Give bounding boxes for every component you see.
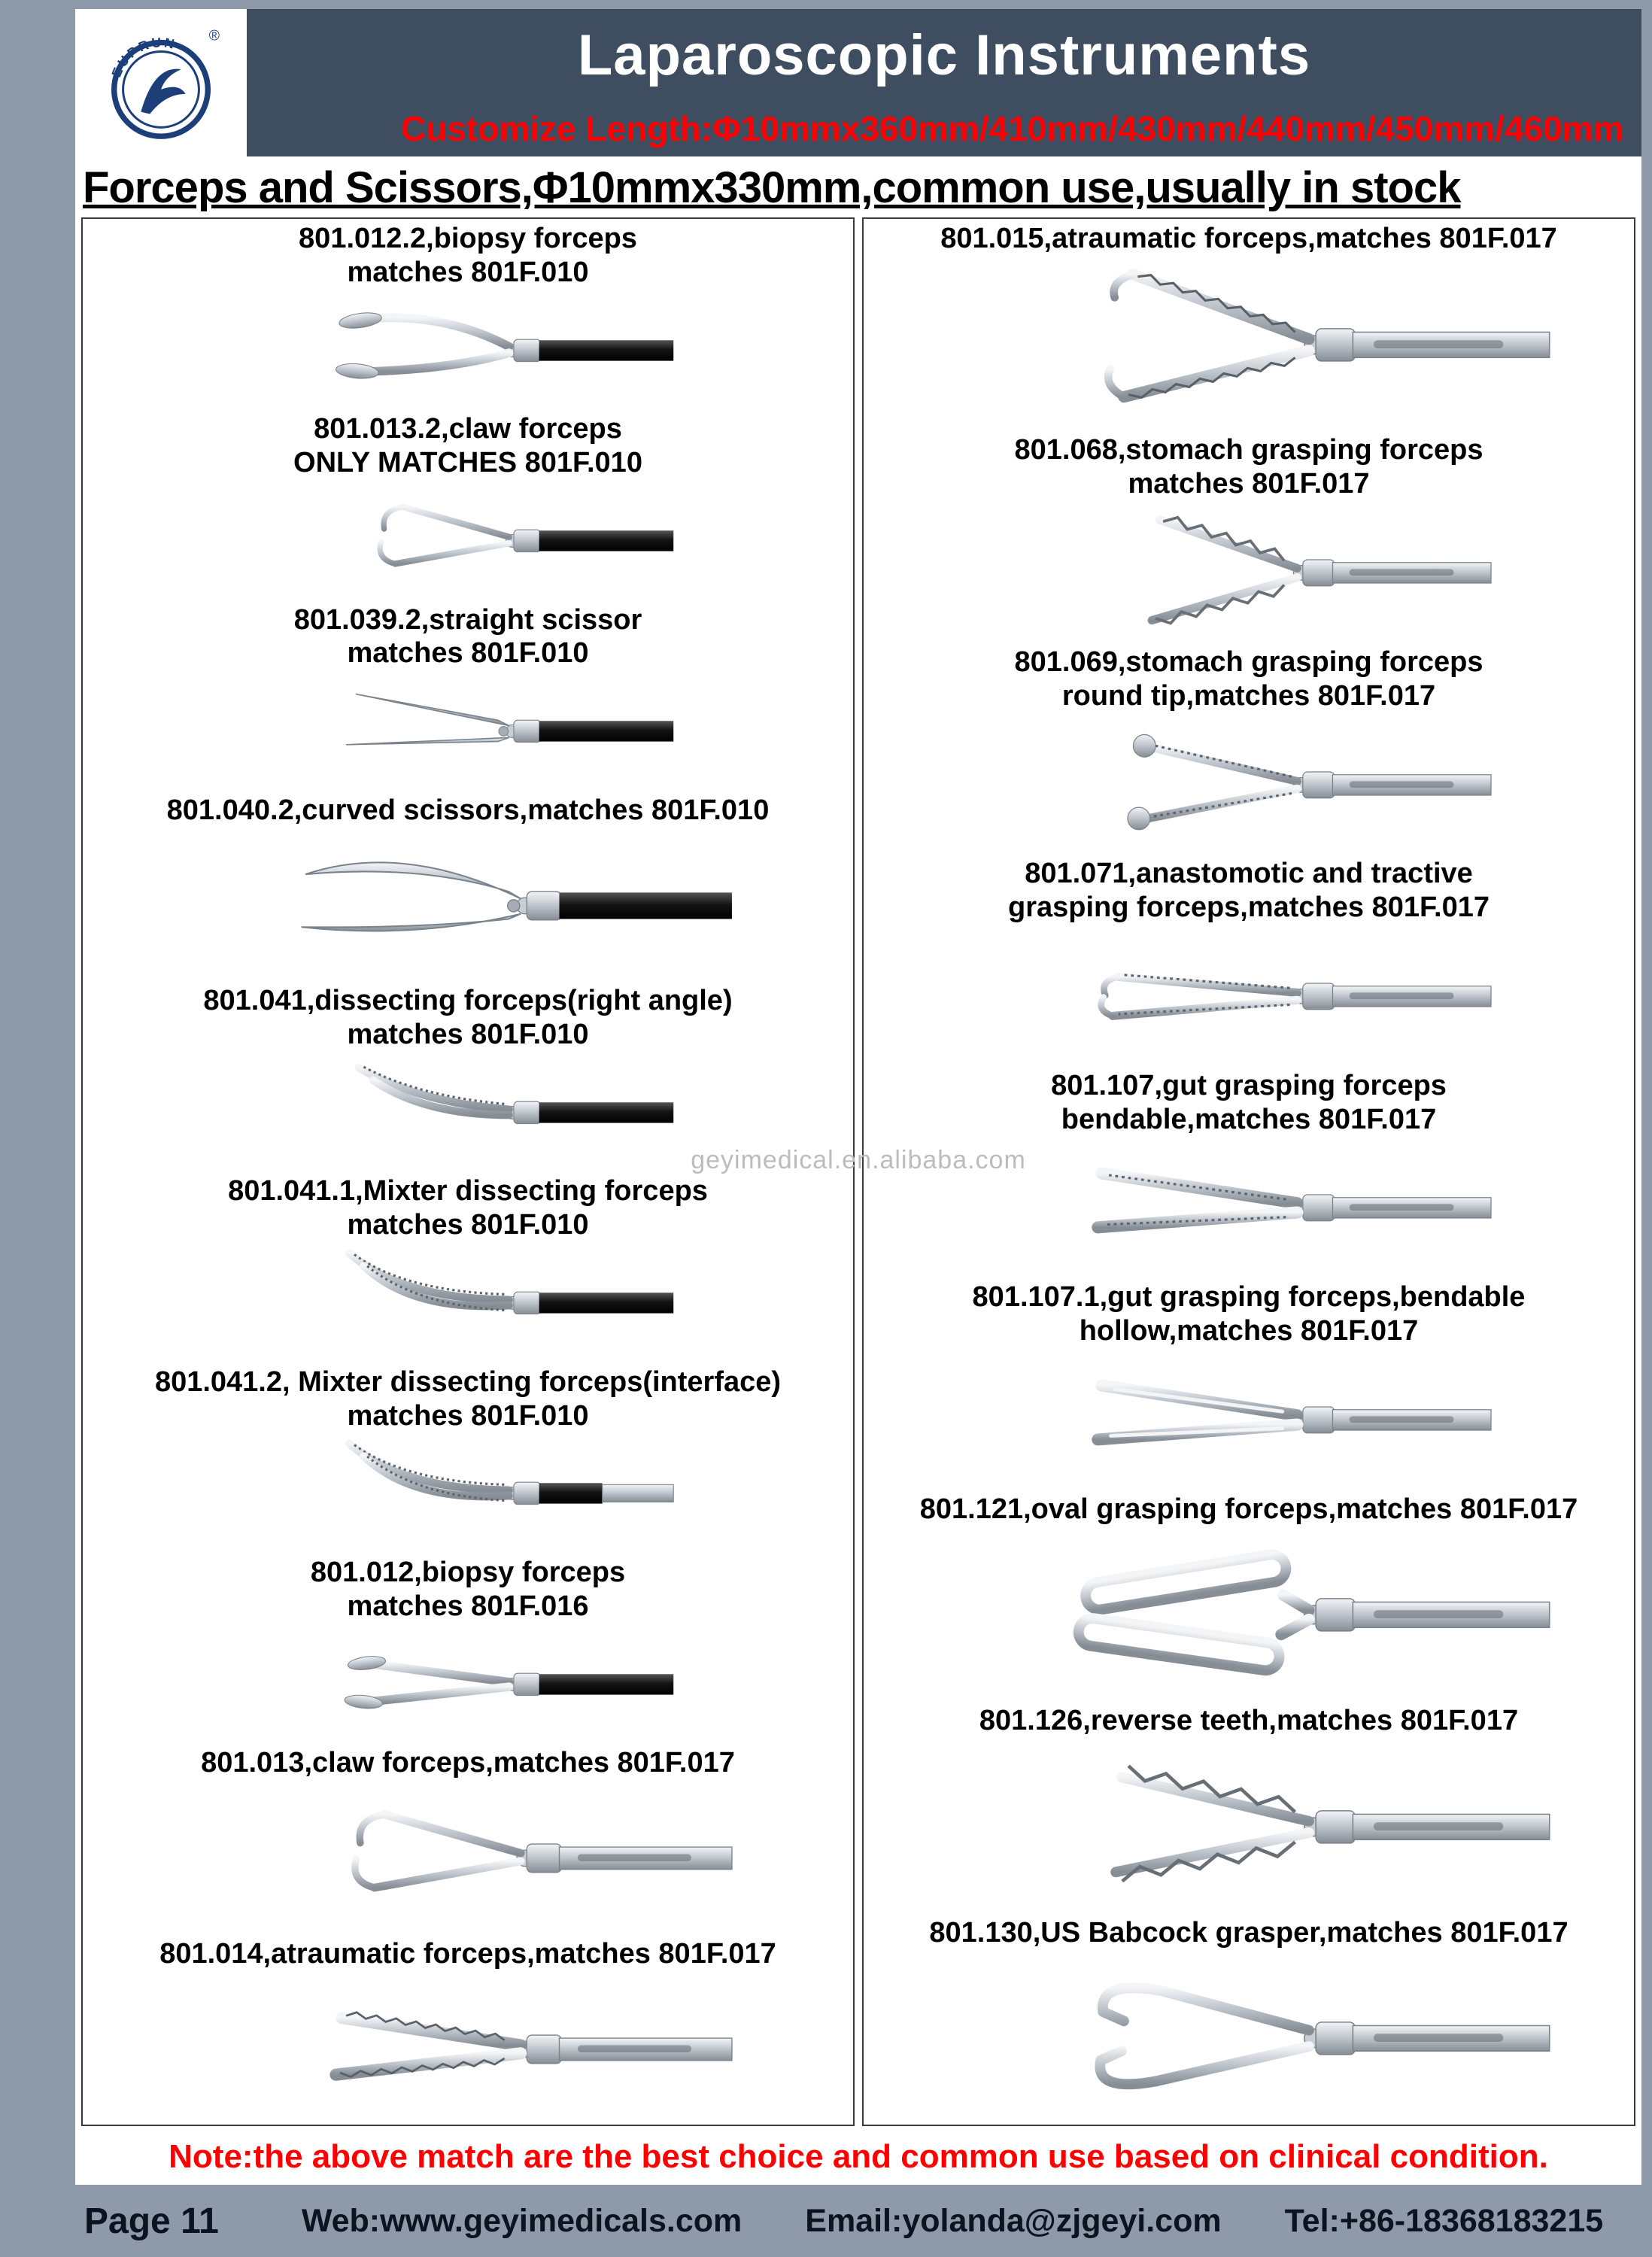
caption-line: matches 801F.010 xyxy=(347,637,589,670)
product-caption xyxy=(873,1069,1625,1137)
product-item xyxy=(864,1701,1634,1912)
product-image xyxy=(92,1624,844,1742)
product-item xyxy=(83,409,853,600)
product-caption xyxy=(873,1704,1625,1738)
product-caption xyxy=(92,1174,844,1242)
caption-line: 801.012,biopsy forceps xyxy=(310,1557,626,1589)
atraumatic-open-icon xyxy=(884,256,1614,430)
product-item xyxy=(864,430,1634,642)
product-item xyxy=(864,642,1634,854)
stomach-round-icon xyxy=(884,713,1614,853)
section-title: Forceps and Scissors,Φ10mmx330mm,common use,usually in stock xyxy=(83,163,1461,212)
logo xyxy=(75,9,247,156)
product-grid xyxy=(75,214,1641,2131)
caption-line: 801.107.1,gut grasping forceps,bendable xyxy=(972,1281,1526,1314)
footer-web: Web:www.geyimedicals.com xyxy=(301,2202,742,2239)
product-item xyxy=(83,1171,853,1362)
product-item xyxy=(83,791,853,981)
product-image xyxy=(873,1738,1625,1912)
product-caption xyxy=(873,1916,1625,1950)
customize-length-banner: Customize Length:Φ10mmx360mm/410mm/430mm/440mm/450mm/460mm xyxy=(401,109,1624,148)
caption-line: round tip,matches 801F.017 xyxy=(1061,679,1436,712)
product-caption xyxy=(92,1365,844,1433)
caption-line: 801.126,reverse teeth,matches 801F.017 xyxy=(979,1705,1519,1737)
claw-icon xyxy=(103,1780,833,1932)
biopsy-narrow-icon xyxy=(103,1624,833,1742)
caption-line: 801.012.2,biopsy forceps xyxy=(299,223,637,254)
product-image xyxy=(873,501,1625,641)
footer-email: Email:yolanda@zjgeyi.com xyxy=(805,2202,1222,2239)
product-image xyxy=(92,1432,844,1551)
caption-line: matches 801F.010 xyxy=(347,256,589,288)
product-caption xyxy=(873,1493,1625,1526)
header xyxy=(75,9,1641,156)
mixter-icon xyxy=(103,1242,833,1361)
product-image xyxy=(92,828,844,980)
catalog-page xyxy=(75,9,1641,2185)
product-caption xyxy=(873,433,1625,501)
caption-line: 801.107,gut grasping forceps xyxy=(1051,1069,1447,1101)
registered-mark: ® xyxy=(208,28,220,44)
euprun-logo-icon xyxy=(94,16,228,150)
caption-line: 801.071,anastomotic and tractive xyxy=(1025,858,1473,890)
header-main xyxy=(247,9,1641,156)
product-caption xyxy=(873,1280,1625,1348)
footer xyxy=(0,2185,1652,2257)
clinical-note: Note:the above match are the best choice and common use based on clinical condition. xyxy=(169,2138,1548,2175)
product-item xyxy=(83,1743,853,1933)
product-image xyxy=(92,1780,844,1932)
product-caption xyxy=(92,222,844,290)
caption-line: 801.068,stomach grasping forceps xyxy=(1014,434,1483,466)
product-image xyxy=(873,925,1625,1065)
product-caption xyxy=(92,1937,844,1971)
caption-line: 801.013.2,claw forceps xyxy=(314,413,622,445)
caption-line: matches 801F.010 xyxy=(347,1209,589,1241)
caption-line: 801.041.1,Mixter dissecting forceps xyxy=(228,1175,708,1207)
oval-icon xyxy=(884,1526,1614,1700)
stomach-teeth-icon xyxy=(884,501,1614,641)
anastomotic-icon xyxy=(884,925,1614,1065)
product-item xyxy=(83,1934,853,2125)
product-image xyxy=(92,1971,844,2123)
product-caption xyxy=(873,222,1625,256)
caption-line: 801.069,stomach grasping forceps xyxy=(1014,646,1483,678)
babcock-icon xyxy=(884,1949,1614,2123)
product-image xyxy=(92,480,844,599)
caption-line: 801.013,claw forceps,matches 801F.017 xyxy=(201,1747,735,1779)
product-image xyxy=(873,713,1625,853)
product-item xyxy=(864,1913,1634,2125)
page-title: Laparoscopic Instruments xyxy=(577,23,1311,87)
caption-line: 801.014,atraumatic forceps,matches 801F.017 xyxy=(159,1937,776,1970)
claw-icon xyxy=(103,480,833,599)
product-image xyxy=(92,1242,844,1361)
mixter-icon xyxy=(103,1432,833,1551)
product-item xyxy=(864,854,1634,1065)
caption-line: 801.015,atraumatic forceps,matches 801F.017 xyxy=(940,223,1557,254)
product-item xyxy=(83,600,853,791)
caption-line: 801.039.2,straight scissor xyxy=(293,603,642,636)
reverse-teeth-icon xyxy=(884,1738,1614,1912)
product-item xyxy=(864,219,1634,430)
product-image xyxy=(873,1348,1625,1488)
caption-line: matches 801F.010 xyxy=(347,1399,589,1432)
caption-line: matches 801F.017 xyxy=(1128,468,1370,500)
atraumatic-icon xyxy=(103,1971,833,2123)
product-caption xyxy=(873,646,1625,713)
product-item xyxy=(83,1553,853,1743)
product-caption xyxy=(92,1746,844,1780)
product-caption xyxy=(92,412,844,480)
product-caption xyxy=(92,984,844,1052)
caption-line: grasping forceps,matches 801F.017 xyxy=(1008,892,1490,924)
caption-line: 801.130,US Babcock grasper,matches 801F.017 xyxy=(929,1916,1568,1949)
product-image xyxy=(873,256,1625,430)
caption-line: ONLY MATCHES 801F.010 xyxy=(293,447,642,479)
footer-tel: Tel:+86-18368183215 xyxy=(1284,2202,1604,2239)
product-item xyxy=(83,1362,853,1553)
caption-line: matches 801F.016 xyxy=(347,1590,589,1622)
gut-hollow-icon xyxy=(884,1348,1614,1488)
scissor-straight-icon xyxy=(103,670,833,789)
product-image xyxy=(873,1949,1625,2123)
page-number: Page 11 xyxy=(84,2201,219,2241)
product-item xyxy=(83,981,853,1171)
caption-line: bendable,matches 801F.017 xyxy=(1061,1103,1437,1135)
product-image xyxy=(92,670,844,789)
product-image xyxy=(92,290,844,409)
logo-text: EUPRUN xyxy=(108,35,178,80)
product-caption xyxy=(92,603,844,671)
caption-line: matches 801F.010 xyxy=(347,1019,589,1051)
product-item xyxy=(83,219,853,409)
product-image xyxy=(873,1526,1625,1700)
caption-line: 801.041.2, Mixter dissecting forceps(interface) xyxy=(154,1365,782,1398)
scissor-curved-icon xyxy=(103,828,833,980)
product-item xyxy=(864,1277,1634,1489)
caption-line: 801.041,dissecting forceps(right angle) xyxy=(203,985,733,1017)
biopsy-spoon-icon xyxy=(103,290,833,409)
product-item xyxy=(864,1490,1634,1701)
product-caption xyxy=(873,857,1625,925)
product-caption xyxy=(92,1556,844,1624)
caption-line: hollow,matches 801F.017 xyxy=(1079,1315,1419,1347)
watermark: geyimedical.en.alibaba.com xyxy=(691,1145,1026,1174)
caption-line: 801.121,oval grasping forceps,matches 801F.017 xyxy=(919,1493,1578,1525)
caption-line: 801.040.2,curved scissors,matches 801F.010 xyxy=(166,794,770,826)
product-caption xyxy=(92,794,844,828)
